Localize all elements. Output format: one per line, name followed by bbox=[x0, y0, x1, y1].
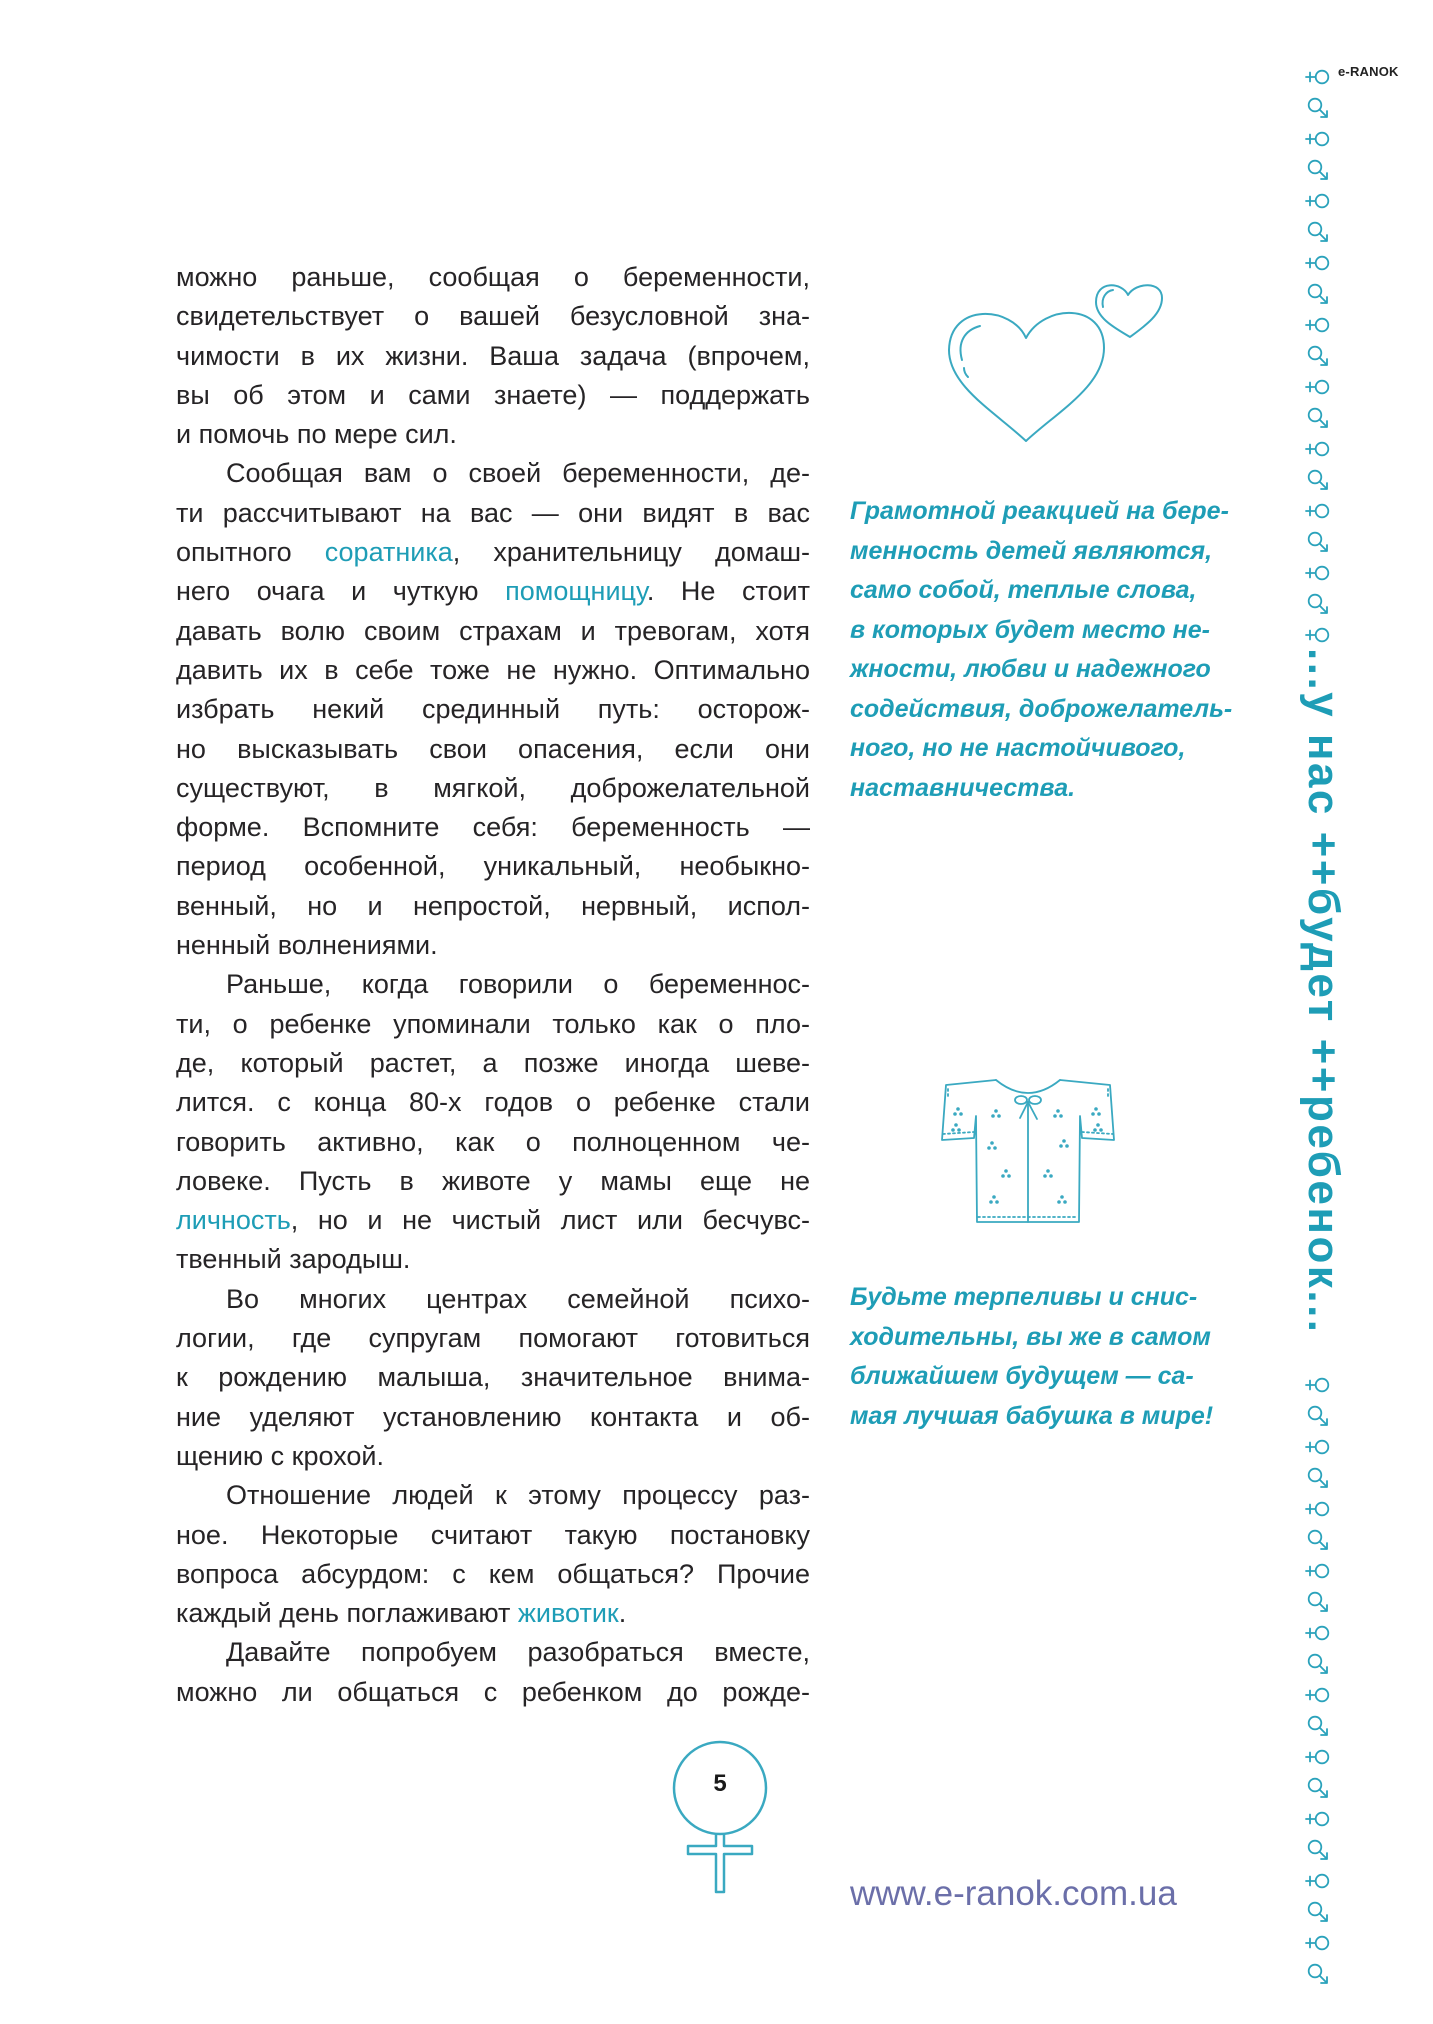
female-symbol-icon bbox=[1304, 496, 1332, 527]
text-segment: Давайте попробуем разобраться вместе, bbox=[226, 1637, 810, 1668]
male-symbol-icon bbox=[1304, 589, 1332, 620]
text-segment: но высказывать свои опасения, если они bbox=[176, 733, 810, 764]
text-segment: венный, но и непростой, нервный, испол- bbox=[176, 890, 810, 921]
text-segment: ное. Некоторые считают такую постановку bbox=[176, 1519, 810, 1550]
text-segment: давить их в себе тоже не нужно. Оптимально bbox=[176, 654, 810, 685]
text-segment: период особенной, уникальный, необыкно- bbox=[176, 851, 810, 882]
text-segment: логии, где супругам помогают готовиться bbox=[176, 1323, 810, 1354]
text-segment: . Не стоит bbox=[646, 576, 810, 607]
male-symbol-icon bbox=[1304, 1525, 1332, 1556]
female-symbol-icon bbox=[1304, 310, 1332, 341]
text-line bbox=[176, 376, 810, 415]
quote-line: менность детей являются, bbox=[850, 536, 1213, 565]
text-segment: форме. Вспомните себя: беременность — bbox=[176, 812, 810, 843]
text-segment: каждый день поглаживают bbox=[176, 1598, 518, 1629]
text-line bbox=[176, 1319, 810, 1358]
text-line bbox=[176, 690, 810, 729]
male-symbol-icon bbox=[1304, 1463, 1332, 1494]
female-symbol-icon bbox=[1304, 620, 1332, 651]
hearts-illustration bbox=[940, 276, 1170, 448]
paragraph bbox=[176, 1633, 810, 1712]
text-segment: свидетельствует о вашей безусловной зна- bbox=[176, 301, 810, 332]
male-symbol-icon bbox=[1304, 279, 1332, 310]
highlighted-term: соратника bbox=[324, 537, 453, 568]
text-line bbox=[176, 1633, 810, 1672]
female-symbol-icon bbox=[1304, 1928, 1332, 1959]
big-heart-shine-small bbox=[964, 368, 968, 377]
quote-line: ходительны, вы же в самом bbox=[850, 1322, 1211, 1351]
text-line bbox=[176, 415, 810, 454]
female-symbol-icon bbox=[1304, 248, 1332, 279]
text-segment: можно ли общаться с ребенком до рожде- bbox=[176, 1676, 810, 1707]
text-line bbox=[176, 1594, 810, 1633]
text-segment: щению с крохой. bbox=[176, 1440, 385, 1471]
text-segment: вопроса абсурдом: с кем общаться? Прочие bbox=[176, 1558, 810, 1589]
text-line bbox=[176, 494, 810, 533]
quote-line: наставничества. bbox=[850, 773, 1076, 802]
text-segment: избрать некий срединный путь: осторож- bbox=[176, 694, 810, 725]
male-symbol-icon bbox=[1304, 1587, 1332, 1618]
text-segment: , но и не чистый лист или бесчувс- bbox=[290, 1205, 810, 1236]
text-segment: де, который растет, а позже иногда шеве- bbox=[176, 1047, 810, 1078]
text-line bbox=[176, 730, 810, 769]
text-line bbox=[176, 1358, 810, 1397]
male-symbol-icon bbox=[1304, 465, 1332, 496]
highlighted-term: животик bbox=[517, 1598, 619, 1629]
text-line bbox=[176, 1162, 810, 1201]
text-line bbox=[176, 297, 810, 336]
text-segment: можно раньше, сообщая о беременности, bbox=[176, 262, 810, 292]
text-line bbox=[176, 1437, 810, 1476]
paragraph bbox=[176, 1476, 810, 1633]
text-line bbox=[176, 1123, 810, 1162]
quote-line: в которых будет место не- bbox=[850, 615, 1210, 644]
quote-line: ближайшем будущем — са- bbox=[850, 1362, 1194, 1390]
text-segment: вы об этом и сами знаете) — поддержать bbox=[176, 379, 810, 410]
logo-text: e-RANOK bbox=[1338, 64, 1399, 79]
sidebar-quote bbox=[850, 492, 1280, 808]
female-symbol-icon bbox=[1304, 1742, 1332, 1773]
female-symbol-icon bbox=[1304, 124, 1332, 155]
big-heart-shine bbox=[961, 326, 980, 360]
female-symbol-icon bbox=[1304, 62, 1332, 93]
text-segment: ти, о ребенке упоминали только как о пло- bbox=[176, 1008, 810, 1039]
male-symbol-icon bbox=[1304, 1959, 1332, 1990]
female-symbol-page-marker bbox=[660, 1735, 780, 1900]
male-symbol-icon bbox=[1304, 527, 1332, 558]
text-line bbox=[176, 965, 810, 1004]
text-segment: давать волю своим страхам и тревогам, хотя bbox=[176, 615, 810, 646]
text-line bbox=[176, 1201, 810, 1240]
text-line bbox=[176, 1555, 810, 1594]
text-line bbox=[176, 572, 810, 611]
female-symbol-icon bbox=[1304, 1804, 1332, 1835]
vertical-chapter-title: ...у нас ++будет ++ребенок... bbox=[1299, 648, 1348, 1335]
text-line bbox=[176, 808, 810, 847]
male-symbol-icon bbox=[1304, 341, 1332, 372]
male-symbol-icon bbox=[1304, 1835, 1332, 1866]
text-line bbox=[176, 258, 810, 297]
male-symbol-icon bbox=[1304, 1711, 1332, 1742]
text-line bbox=[176, 1044, 810, 1083]
female-symbol-icon bbox=[1304, 558, 1332, 589]
text-segment: ловеке. Пусть в животе у мамы еще не bbox=[176, 1165, 810, 1196]
quote-line: мая лучшая бабушка в мире! bbox=[850, 1401, 1214, 1430]
big-heart-icon bbox=[949, 313, 1104, 441]
text-segment: и помочь по мере сил. bbox=[176, 419, 457, 450]
female-symbol-icon bbox=[1304, 1680, 1332, 1711]
text-line bbox=[176, 1476, 810, 1515]
female-symbol-icon bbox=[1304, 372, 1332, 403]
text-segment: Сообщая вам о своей беременности, де- bbox=[226, 458, 810, 489]
text-segment: твенный зародыш. bbox=[176, 1244, 411, 1275]
female-symbol-icon bbox=[1304, 186, 1332, 217]
text-segment: , хранительницу домаш- bbox=[452, 537, 811, 568]
male-symbol-icon bbox=[1304, 1897, 1332, 1928]
publisher-logo bbox=[1338, 64, 1399, 79]
text-line bbox=[176, 1673, 810, 1712]
quote-line: ного, но не настойчивого, bbox=[850, 734, 1186, 762]
male-symbol-icon bbox=[1304, 1401, 1332, 1432]
text-segment: опытного bbox=[176, 537, 325, 568]
text-segment: ти рассчитывают на вас — они видят в вас bbox=[176, 497, 810, 528]
small-heart-shine bbox=[1103, 290, 1113, 307]
female-symbol-icon bbox=[1304, 1618, 1332, 1649]
text-segment: чимости в их жизни. Ваша задача (впрочем, bbox=[176, 340, 810, 371]
quote-line: жности, любви и надежного bbox=[850, 655, 1211, 683]
text-line bbox=[176, 1516, 810, 1555]
sidebar-quote bbox=[850, 1278, 1280, 1436]
text-line bbox=[176, 926, 810, 965]
text-line bbox=[176, 769, 810, 808]
text-segment: существуют, в мягкой, доброжелательной bbox=[176, 772, 810, 803]
female-symbol-icon bbox=[1304, 1866, 1332, 1897]
paragraph bbox=[176, 258, 810, 454]
paragraph bbox=[176, 454, 810, 965]
website-url: www.e-ranok.com.ua bbox=[850, 1874, 1177, 1913]
male-symbol-icon bbox=[1304, 93, 1332, 124]
text-line bbox=[176, 454, 810, 493]
female-symbol-icon bbox=[1304, 1370, 1332, 1401]
male-symbol-icon bbox=[1304, 155, 1332, 186]
text-line bbox=[176, 887, 810, 926]
text-segment: ние уделяют установлению контакта и об- bbox=[176, 1401, 810, 1432]
paragraph bbox=[176, 1280, 810, 1476]
text-line bbox=[176, 1280, 810, 1319]
quote-line: само собой, теплые слова, bbox=[850, 576, 1197, 604]
text-segment: говорить активно, как о полноценном че- bbox=[176, 1126, 810, 1157]
text-line bbox=[176, 1083, 810, 1122]
highlighted-term: личность bbox=[176, 1205, 291, 1236]
text-segment: Отношение людей к этому процессу раз- bbox=[226, 1480, 810, 1511]
text-segment: ненный волнениями. bbox=[176, 930, 438, 961]
highlighted-term: помощницу bbox=[505, 576, 647, 607]
text-line bbox=[176, 847, 810, 886]
text-segment: лится. с конца 80-х годов о ребенке стали bbox=[176, 1087, 810, 1118]
main-text-column bbox=[176, 258, 810, 1712]
female-symbol-icon bbox=[1304, 1494, 1332, 1525]
text-line bbox=[176, 1005, 810, 1044]
paragraph bbox=[176, 965, 810, 1279]
male-symbol-icon bbox=[1304, 1649, 1332, 1680]
female-symbol-icon bbox=[1304, 434, 1332, 465]
text-line bbox=[176, 612, 810, 651]
quote-line: Будьте терпеливы и снис- bbox=[850, 1283, 1198, 1311]
text-line bbox=[176, 533, 810, 572]
text-segment: . bbox=[618, 1598, 627, 1629]
female-symbol-icon bbox=[1304, 1432, 1332, 1463]
text-line bbox=[176, 337, 810, 376]
male-symbol-icon bbox=[1304, 217, 1332, 248]
male-symbol-icon bbox=[1304, 1773, 1332, 1804]
text-line bbox=[176, 651, 810, 690]
text-segment: него очага и чуткую bbox=[176, 576, 506, 607]
text-line bbox=[176, 1240, 810, 1279]
baby-jacket-icon bbox=[936, 1072, 1121, 1227]
male-symbol-icon bbox=[1304, 403, 1332, 434]
quote-line: содействия, доброжелатель- bbox=[850, 694, 1233, 723]
page-number: 5 bbox=[713, 1770, 727, 1797]
female-symbol-icon bbox=[1304, 1556, 1332, 1587]
text-segment: к рождению малыша, значительное внима- bbox=[176, 1362, 810, 1393]
text-segment: Во многих центрах семейной психо- bbox=[226, 1283, 810, 1314]
gender-symbols-column-top bbox=[1304, 62, 1332, 651]
gender-symbols-column-bottom bbox=[1304, 1370, 1332, 1990]
text-line bbox=[176, 1398, 810, 1437]
text-segment: Раньше, когда говорили о беременнос- bbox=[226, 969, 810, 1000]
quote-line: Грамотной реакцией на бере- bbox=[850, 497, 1229, 525]
